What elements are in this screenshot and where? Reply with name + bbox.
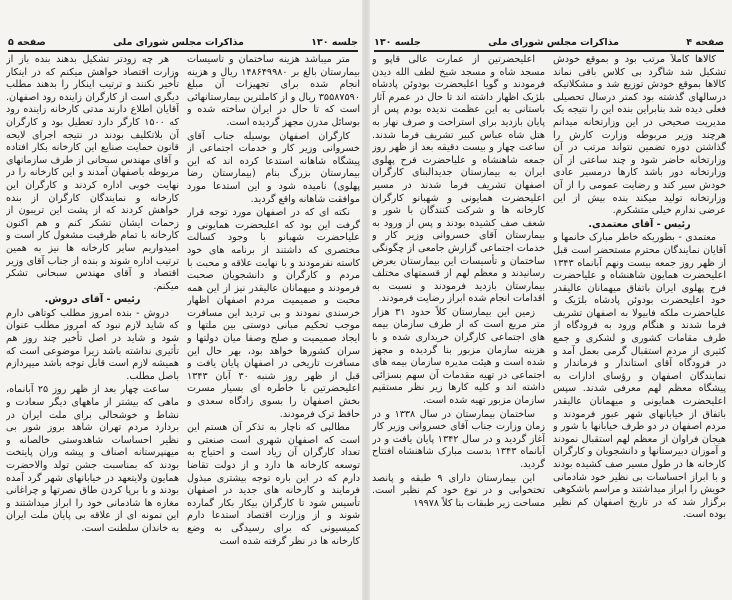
text-column <box>6 54 179 594</box>
speaker-heading: رئیس - آقای معتمدی. <box>588 218 691 230</box>
text-column <box>372 54 545 594</box>
page-number: صفحه ۴ <box>686 37 724 48</box>
page-header <box>374 34 724 52</box>
session-number: جلسه ۱۳۰ <box>311 37 358 48</box>
paragraph: هر چه زودتر تشکیل بدهند بنده باز از وزارت اقتصاد خواهش میکنم که در اینکار تأخیر نکنند و ترتیب اینکار را بدهند مطلب دیگری است از کارگران زاینده رود اصفهان. آقایان اطلاع دارند مدتی کارخانه زاینده رود که ۱۵۰۰ کارگر دارد تعطیل بود و کارگران آن بلاتکلیف بودند در نتیجه اجرای لایحه قانون حمایت صنایع این کارخانه بکار افتاده و آقای مهندس سبحانی از طرف سازمانهای مربوطه باصفهان آمدند و این کارخانه را در نهایت خوبی اداره کردند و کارگران این کارخانه و نمایندگان کارگران از بنده خواهش کردند که از پشت این تریبون از زحمات ایشان تشکر کنم و هم اکنون کارخانه با تمام ظرفیت مشغول کار است و امیدواریم سایر کارخانه ها نیز به همین ترتیب اداره شوند و بنده از جناب آقای وزیر اقتصاد و آقای مهندس سبحانی تشکر میکنم. <box>6 54 179 292</box>
speaker-heading: رئیس - آقای دروش. <box>44 294 141 306</box>
paragraph: متر میباشد هزینه ساختمان و تأسیسات بیمارستان بالغ بر ۱۴۸۶۴۹۹۸۰ ریال و هزینه انجام شده برای تجهیزات آن مبلغ ۳۵۵۸۷۵۹۰ ریال و از کاملترین بیمارستانهائی است که تا حال در ایران ساخته شده و بوسائل مدرن مجهز گردیده است. <box>187 54 360 128</box>
paragraph: زمین این بیمارستان کلاً حدود ۳۱ هزار متر مربع است که از طرف سازمان بیمه های اجتماعی کارگران خریداری شده و با هزینه سازمان مزبور بنا گردیده و مجهز شده است و هیئت مدیره سازمان بیمه های اجتماعی در تهیه مقدمات آن سهم بسزائی داشته اند و کلیه کارها زیر نظر مستقیم سازمان مزبور تهیه شده است. <box>372 306 545 407</box>
paragraph: ساعت چهار بعد از ظهر روز ۲۵ آبانماه، ماهی که بیشتر از ماههای دیگر سعادت و نشاط و خوشحالی برای ملت ایران در بردارد مردم تهران شاهد بروز شور بی نظیر احساسات شاهدوستی خالصانه و میهنپرستانه اصناف و پیشه وران پایتخت بودند که بمناسبت جشن تولد والاحضرت همایون ولایتعهد در خیابانهای شهر گرد آمده بودند و با برپا کردن طاق نصرتها و چراغانی مغازه ها شادمانی خود را ابراز میداشتند و این نمونه ای از علاقه بی پایان ملت ایران به خاندان سلطنت است. <box>6 384 179 534</box>
text-column <box>553 54 726 594</box>
publication-title: مذاکرات مجلس شورای ملی <box>488 37 620 48</box>
page-4 <box>366 0 732 600</box>
page-number: صفحه ۵ <box>8 37 46 48</box>
paragraph: ساختمان بیمارستان در سال ۱۳۳۸ و در زمان وزارت جناب آقای خسروانی وزیر کار آغاز گردید و در سال ۱۳۴۲ پایان یافت و در آبانماه ۱۳۴۳ بدست مبارک شاهنشاه افتتاح گردید. <box>372 408 545 470</box>
paragraph: معتمدی - بطوریکه خاطر مبارک خانمها و آقایان نمایندگان محترم مستحضر است قبل از ظهر روز جمعه بیست ونهم آبانماه ۱۳۴۳ اعلیحضرت همایون شاهنشاه و علیاحضرت فرح پهلوی ایران باتفاق میهمانان عالیقدر خود اعلیحضرت بودوئن پادشاه بلژیک و علیاحضرت ملکه فابیولا به اصفهان تشریف فرما شدند و هنگام ورود به فرودگاه از طرف مقامات کشوری و لشکری و جمع کثیری از مردم استقبال گرمی بعمل آمد و در فرودگاه آقای استاندار و فرماندار و نمایندگان اصفهان و رؤسای ادارات به پیشگاه معظم لهم معرفی شدند. سپس اعلیحضرت همایونی و میهمانان عالیقدر باتفاق از خیابانهای شهر عبور فرمودند و مردم اصفهان در دو طرف خیابانها با شور و هیجان فراوان از معظم لهم استقبال نمودند و آموزان دبیرستانها و دانشجویان و کارگران کارخانه ها در طول مسیر صف کشیده بودند و با ابراز احساسات بی نظیر خود شادمانی خویش را ابراز میداشتند و مراسم باشکوهی برگزار شد که در تاریخ اصفهان کم نظیر بوده است. <box>553 232 726 521</box>
paragraph: دروش - بنده امروز مطلب کوتاهی دارم که شاید لازم نبود که امروز مطلب عنوان شود و شاید در اصل تأخیر چند روز هم تأثیری نداشته باشد زیرا موضوعی است که همیشه لازم است قابل توجه باشد میپردازم باصل مطلب. <box>6 307 179 382</box>
paragraph: اعلیحضرتین از عمارت عالی قاپو و مسجد شاه و مسجد شیخ لطف الله دیدن فرمودند و گویا اعلیحضرت بودوئن پادشاه بلژیک اظهار داشته اند تا حال در عمرم آثار باستانی به این عظمت ندیده بودم پس از پایان بازدید برای استراحت و صرف نهار به هتل شاه عباس کبیر تشریف فرما شدند. ساعت چهار و بیست دقیقه بعد از ظهر روز جمعه شاهنشاه و علیاحضرت فرح پهلوی ایران به بیمارستان جدیدالبنای کارگران اصفهان تشریف فرما شدند در مسیر اعلیحضرت همایونی و شهبانو کارگران کارخانه ها و شرکت کنندگان با شور و شعف صف کشیده بودند و پس از ورود به بیمارستان آقای خسروانی وزیر کار و خدمات اجتماعی گزارش جامعی از چگونگی ساختمان و تأسیسات این بیمارستان بعرض رسانیدند و معظم لهم از قسمتهای مختلف بیمارستان بازدید فرمودند و نسبت به اقدامات انجام شده ابراز رضایت فرمودند. <box>372 54 545 305</box>
session-number: جلسه ۱۳۰ <box>374 37 421 48</box>
text-column <box>187 54 360 594</box>
paragraph: این بیمارستان دارای ۹ طبقه و پانصد تختخوابی و در نوع خود کم نظیر است. مساحت زیر طبقات بنا کلاً ۱۹۹۷۸ <box>372 472 545 509</box>
text-columns <box>6 54 360 594</box>
paragraph: کالاها کاملاً مرتب بود و بموقع خودش تشکیل شد شاگرد بی کلاس باقی نماند کالاها بموقع خودش توزیع شد و مشکلاتیکه درسالهای گذشته بود کمتر درسال تحصیلی فعلی دیده شد بنابراین بنده این را نتیجه یک مدیریت صحیحی در این وزارتخانه میدانم هرچند وزیر مربوطه وزارت کارش را گذاشتن دوره تضمین نتواند مرتب در آن وزارتخانه حاضر شود و چند ساعتی از آن وزارتخانه دور باشد کارها درمسیر عادی خودش سیر کند و رضایت عمومی را از آن وزارتخانه تولید میکند بنده بیش از این عرضی ندارم خیلی متشکرم. <box>553 54 726 217</box>
paragraph: کارگران اصفهان بوسیله جناب آقای خسروانی وزیر کار و خدمات اجتماعی از پیشگاه شاهانه استدعا کرده اند که این بیمارستان بزرگ بنام (بیمارستان رضا پهلوی) نامیده شود و این استدعا مورد موافقت شاهانه واقع گردید. <box>187 130 360 205</box>
book-gutter <box>362 0 370 600</box>
paragraph: مطالبی که ناچار به تذکر آن هستم این است که اصفهان شهری است صنعتی و تعداد کارگران آن زیاد است و احتیاج به توسعه کارخانه ها دارد و از دولت تقاضا دارم که در این باره توجه بیشتری مبذول فرمایند و کارخانه های جدید در اصفهان تأسیس شود تا کارگران بیکار بکار گمارده شوند و از وزارت اقتصاد استدعا دارم کمیسیونی که برای رسیدگی به وضع کارخانه ها در نظر گرفته شده است <box>187 422 360 547</box>
page-header <box>8 34 358 52</box>
publication-title: مذاکرات مجلس شورای ملی <box>112 37 244 48</box>
text-columns <box>372 54 726 594</box>
paragraph: نکته ای که در اصفهان مورد توجه قرار گرفت این بود که اعلیحضرت همایونی و علیاحضرت شهبانو با وجود کسالت مختصری که داشتند از برنامه های خود کاسته نفرمودند و با نهایت علاقه و محبت با مردم و کارگران و دانشجویان صحبت فرمودند و میهمانان عالیقدر نیز از این همه محبت و صمیمیت مردم اصفهان اظهار خرسندی نمودند و بی تردید این مسافرت موجب تحکیم مبانی دوستی بین ملتها و ایجاد صمیمیت و صلح وصفا میان دولتها و سران کشورها خواهد بود، بهر حال این مسافرت تاریخی در اصفهان پایان یافت و قبل از ظهر روز شنبه ۳۰ آبان ۱۳۴۳ اعلیحضرتین با خاطره ای بسیار مسرت بخش اصفهان را بسوی زادگاه سعدی و حافظ ترک فرمودند. <box>187 207 360 420</box>
